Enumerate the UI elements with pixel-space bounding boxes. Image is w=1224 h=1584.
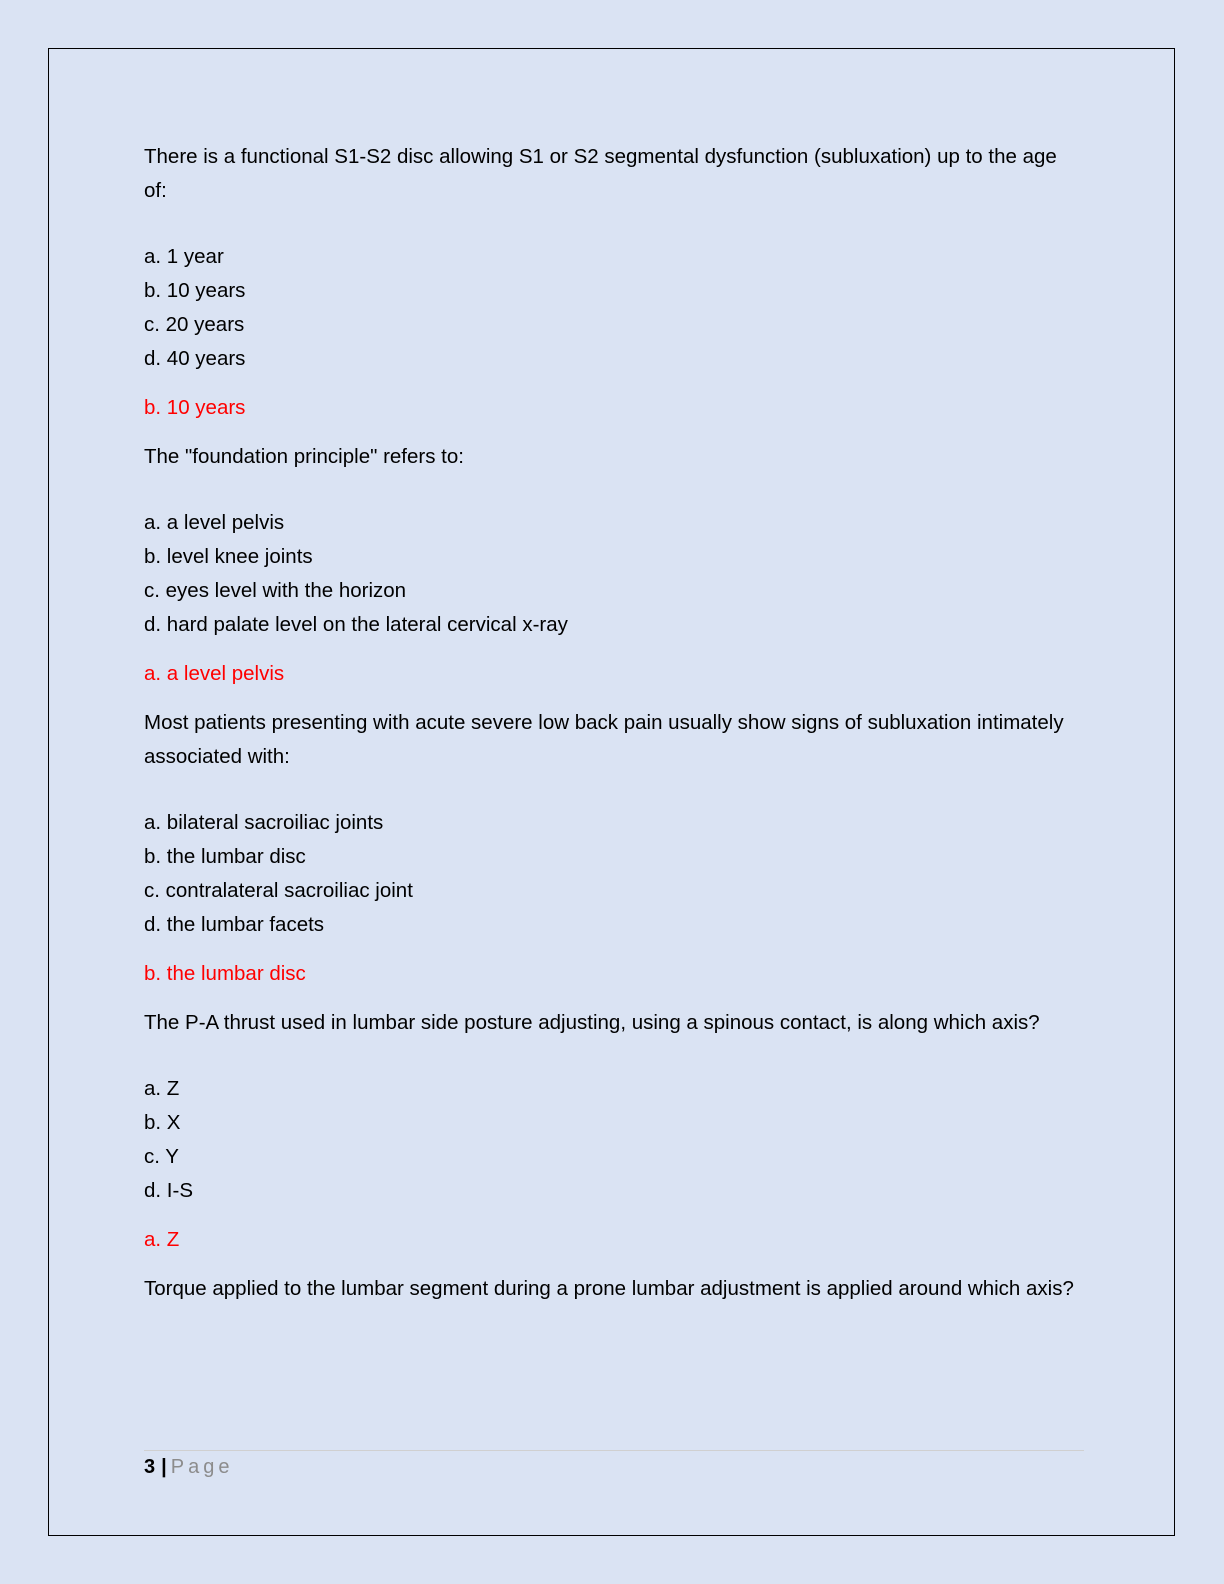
- question-text: The P-A thrust used in lumbar side posture adjusting, using a spinous contact, is along which axis?: [144, 1011, 1040, 1034]
- option-item: d. 40 years: [144, 347, 246, 370]
- option-item: d. hard palate level on the lateral cervical x-ray: [144, 613, 568, 636]
- option-item: b. level knee joints: [144, 545, 313, 568]
- option-list: [144, 806, 1084, 942]
- question-text: Most patients presenting with acute severe low back pain usually show signs of subluxation intimately associated with:: [144, 711, 1064, 768]
- option-item: b. X: [144, 1111, 181, 1134]
- footer-separator: |: [161, 1456, 167, 1478]
- option-item: c. 20 years: [144, 313, 245, 336]
- question-text: The "foundation principle" refers to:: [144, 445, 464, 468]
- page-number: 3: [144, 1456, 156, 1478]
- question-text: Torque applied to the lumbar segment during a prone lumbar adjustment is applied around which axis?: [144, 1277, 1074, 1300]
- question-text: There is a functional S1-S2 disc allowing S1 or S2 segmental dysfunction (subluxation) up to the age of:: [144, 145, 1057, 202]
- option-item: b. the lumbar disc: [144, 845, 306, 868]
- option-list: [144, 506, 1084, 642]
- footer-divider: [144, 1450, 1084, 1451]
- option-item: a. 1 year: [144, 245, 224, 268]
- question-block: [144, 440, 1084, 691]
- option-item: a. a level pelvis: [144, 511, 285, 534]
- option-item: d. I-S: [144, 1179, 193, 1202]
- page-footer: [144, 1453, 233, 1481]
- option-item: d. the lumbar facets: [144, 913, 325, 936]
- answer-text: b. the lumbar disc: [144, 962, 306, 985]
- option-list: [144, 240, 1084, 376]
- page-label: Page: [170, 1456, 234, 1478]
- option-list: [144, 1072, 1084, 1208]
- option-item: c. contralateral sacroiliac joint: [144, 879, 413, 902]
- question-block: [144, 1006, 1084, 1257]
- option-item: c. Y: [144, 1145, 179, 1168]
- question-block: [144, 140, 1084, 425]
- answer-text: b. 10 years: [144, 396, 246, 419]
- document-content: [144, 140, 1084, 1306]
- question-block: [144, 706, 1084, 991]
- option-item: a. Z: [144, 1077, 180, 1100]
- option-item: a. bilateral sacroiliac joints: [144, 811, 384, 834]
- option-item: b. 10 years: [144, 279, 246, 302]
- question-block: [144, 1272, 1084, 1306]
- answer-text: a. a level pelvis: [144, 662, 285, 685]
- answer-text: a. Z: [144, 1228, 180, 1251]
- option-item: c. eyes level with the horizon: [144, 579, 407, 602]
